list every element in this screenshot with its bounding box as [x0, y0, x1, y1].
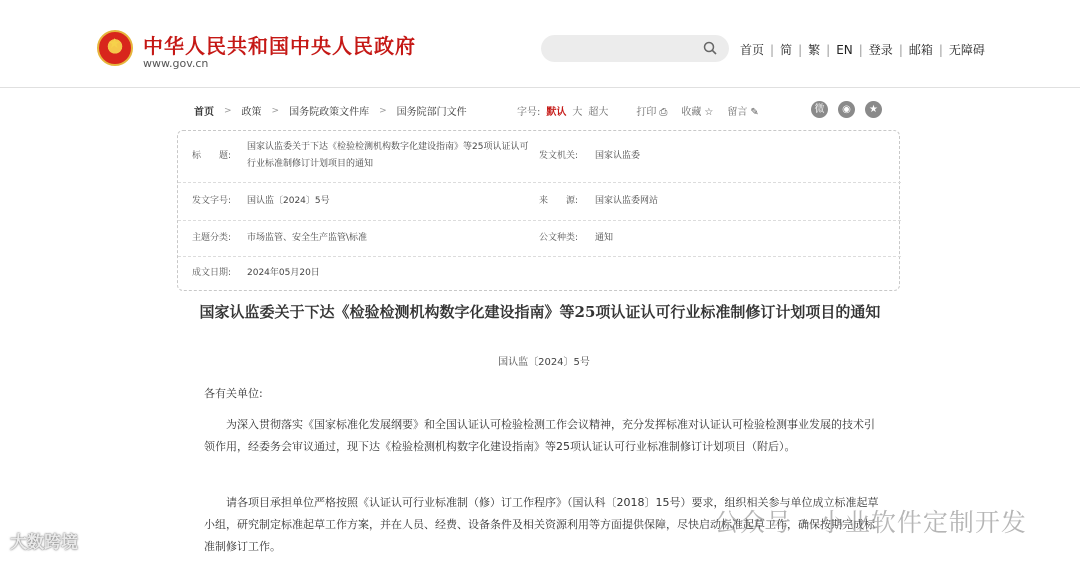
nav-simplified[interactable]: 简	[780, 43, 793, 57]
info-row	[178, 221, 901, 257]
search-input[interactable]	[541, 35, 729, 62]
print-label: 打印	[636, 107, 657, 118]
breadcrumb-policy-library[interactable]: 国务院政策文件库	[289, 107, 370, 118]
issuer-value: 国家认监委	[595, 151, 641, 161]
paragraph-1: 为深入贯彻落实《国家标准化发展纲要》和全国认证认可检验检测工作会议精神，充分发挥标准对认证认可检验检测事业发展的技术引领作用，经委务会审议通过，现下达《检验检测机构数字化建设指南》等25项认证认可行业标准制修订计划项目（附后）。	[204, 418, 875, 453]
chevron-right-icon: >	[379, 105, 387, 116]
nav-accessibility[interactable]: 无障碍	[948, 43, 985, 57]
nav-divider: |	[798, 42, 803, 57]
watermark-left: 大数跨境	[10, 533, 78, 553]
info-row	[178, 183, 901, 221]
weibo-icon[interactable]: 微	[811, 101, 828, 118]
date-label: 成文日期:	[192, 268, 232, 278]
source-label: 来 源:	[539, 196, 579, 206]
breadcrumb-policy[interactable]: 政策	[241, 107, 262, 118]
salutation: 各有关单位:	[204, 387, 263, 400]
chevron-right-icon: >	[224, 105, 232, 116]
date-value: 2024年05月20日	[247, 268, 320, 278]
printer-icon: ⎙	[659, 107, 668, 118]
favorite-label: 收藏	[681, 107, 702, 118]
message-button[interactable]	[727, 103, 758, 118]
favorite-button[interactable]	[681, 103, 713, 118]
font-size-label: 字号:	[517, 107, 541, 118]
site-header	[0, 0, 1080, 88]
nav-divider: |	[770, 42, 775, 57]
breadcrumb-department-docs[interactable]: 国务院部门文件	[396, 107, 467, 118]
title-label: 标 题:	[192, 151, 232, 161]
nav-divider: |	[938, 42, 943, 57]
star-icon[interactable]: ★	[865, 101, 882, 118]
print-button[interactable]	[636, 103, 667, 118]
site-url: www.gov.cn	[143, 57, 209, 70]
nav-mail[interactable]: 邮箱	[908, 43, 933, 57]
nav-login[interactable]: 登录	[868, 43, 893, 57]
info-row	[178, 131, 901, 183]
article-toolbar	[517, 103, 759, 118]
nav-english[interactable]: EN	[836, 42, 853, 57]
pencil-icon: ✎	[750, 107, 759, 118]
message-label: 留言	[727, 107, 748, 118]
nav-divider: |	[858, 42, 863, 57]
national-emblem-icon[interactable]	[97, 30, 133, 66]
nav-divider: |	[898, 42, 903, 57]
source-value: 国家认监委网站	[595, 196, 659, 206]
breadcrumb	[194, 103, 467, 118]
topic-value: 市场监管、安全生产监管\标准	[247, 233, 368, 243]
document-title: 国家认监委关于下达《检验检测机构数字化建设指南》等25项认证认可行业标准制修订计划项目的通知	[199, 303, 881, 321]
nav-traditional[interactable]: 繁	[808, 43, 821, 57]
doctype-value: 通知	[595, 233, 614, 243]
title-value: 国家认监委关于下达《检验检测机构数字化建设指南》等25项认证认可行业标准制修订计划项目的通知	[247, 142, 529, 169]
nav-home[interactable]: 首页	[740, 43, 765, 57]
document-number: 国认监〔2024〕5号	[498, 357, 590, 368]
top-nav	[740, 41, 985, 58]
nav-divider: |	[826, 42, 831, 57]
font-size-large[interactable]: 大	[572, 107, 583, 118]
breadcrumb-home[interactable]: 首页	[194, 107, 214, 118]
font-size-xlarge[interactable]: 超大	[588, 107, 609, 118]
paragraph-2: 请各项目承担单位严格按照《认证认可行业标准制（修）订工作程序》（国认科〔2018〕15号）要求，组织相关参与单位成立标准起草小组，研究制定标准起草工作方案，并在人员、经费、设备条件及相关资源利用等方面提供保障，尽快启动标准起草工作，确保按期完成标准制修订工作。	[204, 496, 879, 553]
info-row	[178, 257, 901, 291]
doctype-label: 公文种类:	[539, 233, 579, 243]
docno-value: 国认监〔2024〕5号	[247, 196, 330, 206]
wechat-icon[interactable]: ◉	[838, 101, 855, 118]
font-size-default[interactable]: 默认	[546, 107, 567, 118]
document-info-table	[177, 130, 900, 291]
star-outline-icon: ☆	[704, 107, 714, 118]
chevron-right-icon: >	[271, 105, 280, 116]
docno-label: 发文字号:	[192, 196, 232, 206]
issuer-label: 发文机关:	[539, 151, 579, 161]
site-title[interactable]: 中华人民共和国中央人民政府	[143, 34, 416, 58]
search-icon[interactable]	[703, 41, 717, 55]
topic-label: 主题分类:	[192, 233, 232, 243]
watermark-right: 公众号 · 小业软件定制开发	[714, 508, 1027, 537]
